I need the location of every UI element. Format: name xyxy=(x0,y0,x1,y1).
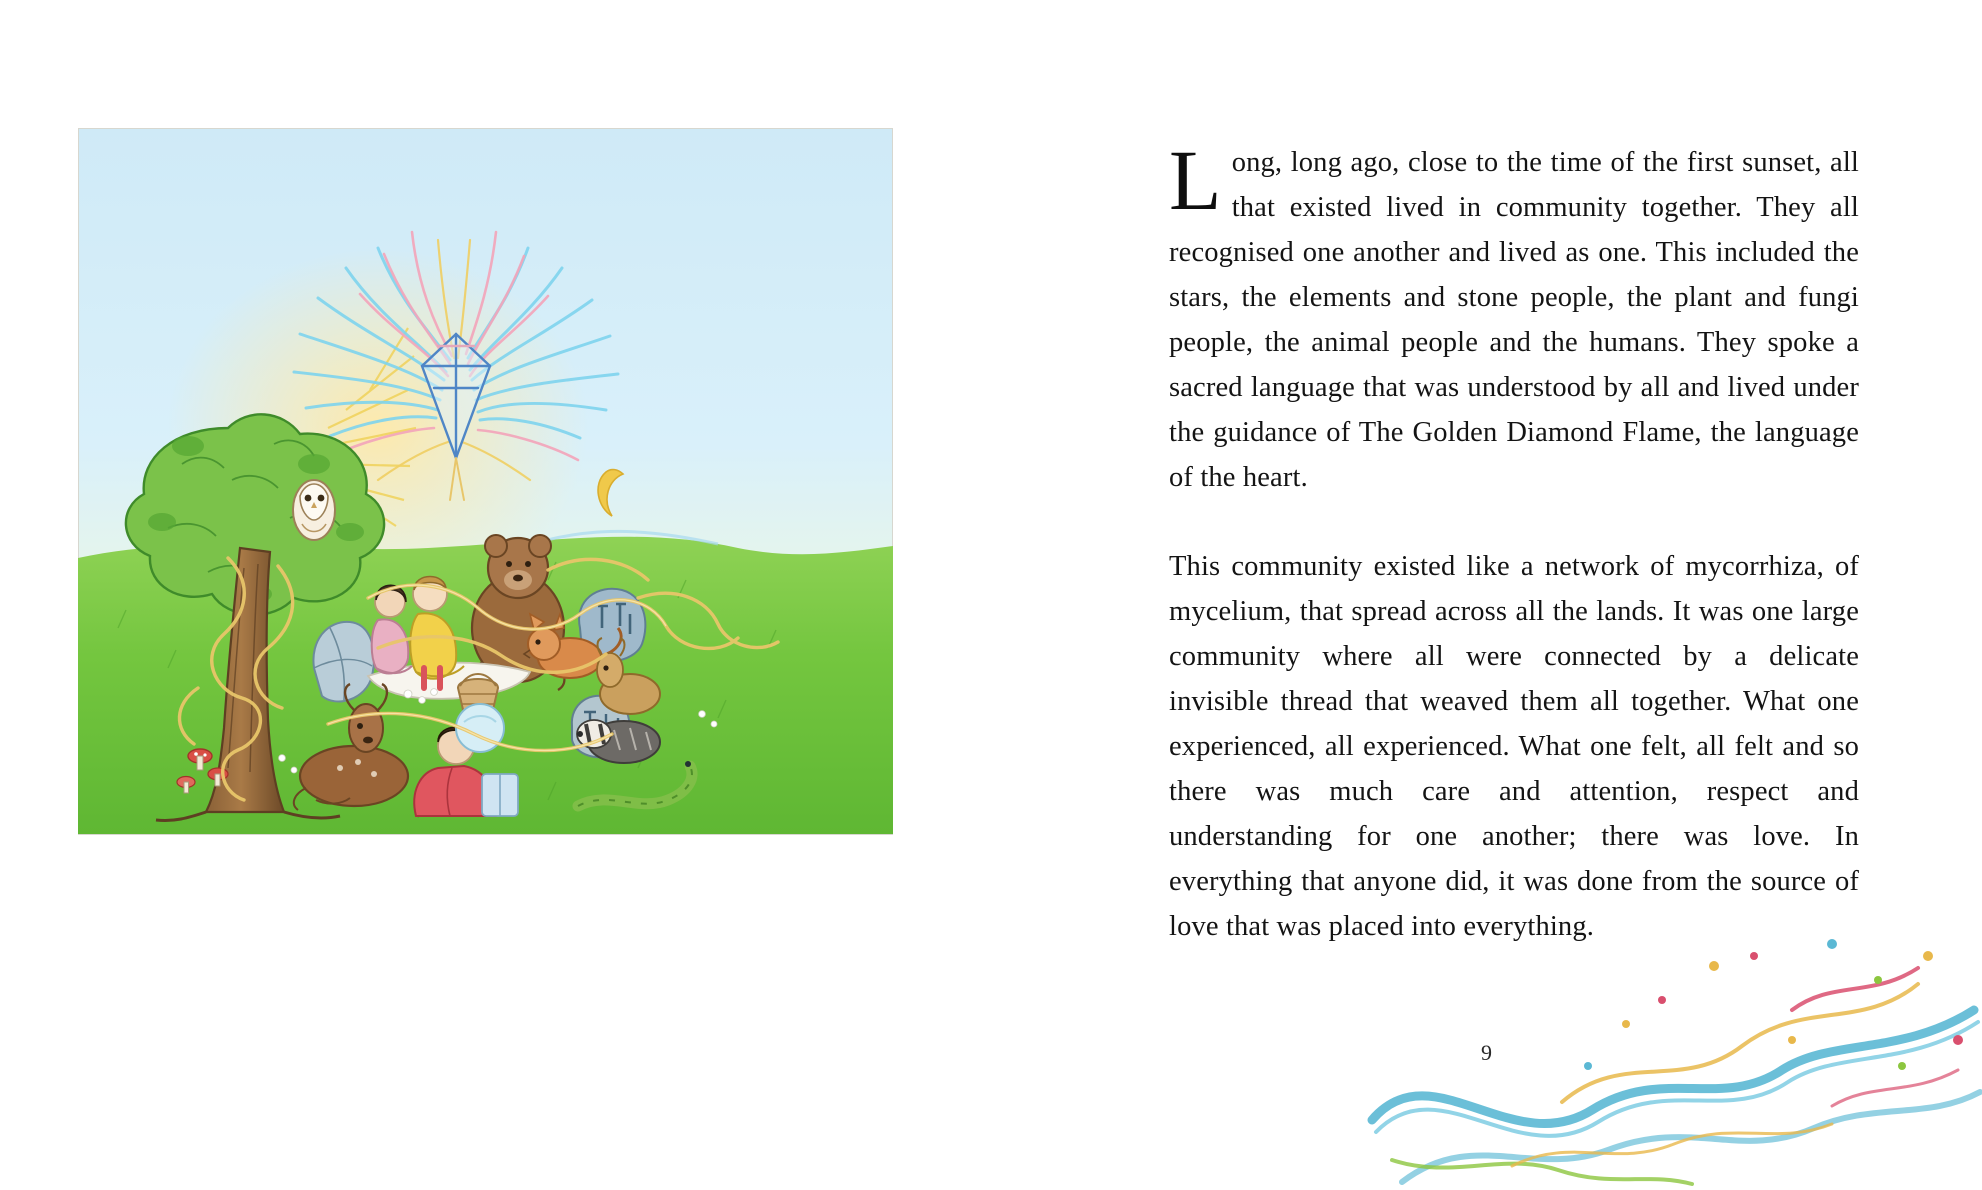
paragraph-1-text: ong, long ago, close to the time of the first sunset, all that existed lived in community together. They all recognised one another and lived as one. This included the stars, the elements and stone people, the plant and fungi people, the animal people and the humans. They spoke a sacred language that was understood by all and lived under the guidance of The Golden Diamond Flame, the language of the heart. xyxy=(1169,147,1859,493)
page-number: 9 xyxy=(1481,1040,1492,1065)
right-page xyxy=(991,0,1982,1190)
drop-cap: L xyxy=(1169,132,1222,228)
paragraph-2: This community existed like a network of mycorrhiza, of mycelium, that spread across all the lands. It was one large community where all were connected by a delicate invisible thread that weaved them all together. What one experienced, all experienced. What one felt, all felt and so there was much care and attention, respect and understanding for one another; there was love. In everything that anyone did, it was done from the source of love that was placed into everything. xyxy=(1169,551,1859,942)
forest-community-illustration xyxy=(78,128,893,888)
body-text-column xyxy=(1169,132,1859,971)
illustration-canvas xyxy=(78,128,893,888)
paragraph-1 xyxy=(1169,132,1859,500)
barn-owl xyxy=(293,480,335,540)
